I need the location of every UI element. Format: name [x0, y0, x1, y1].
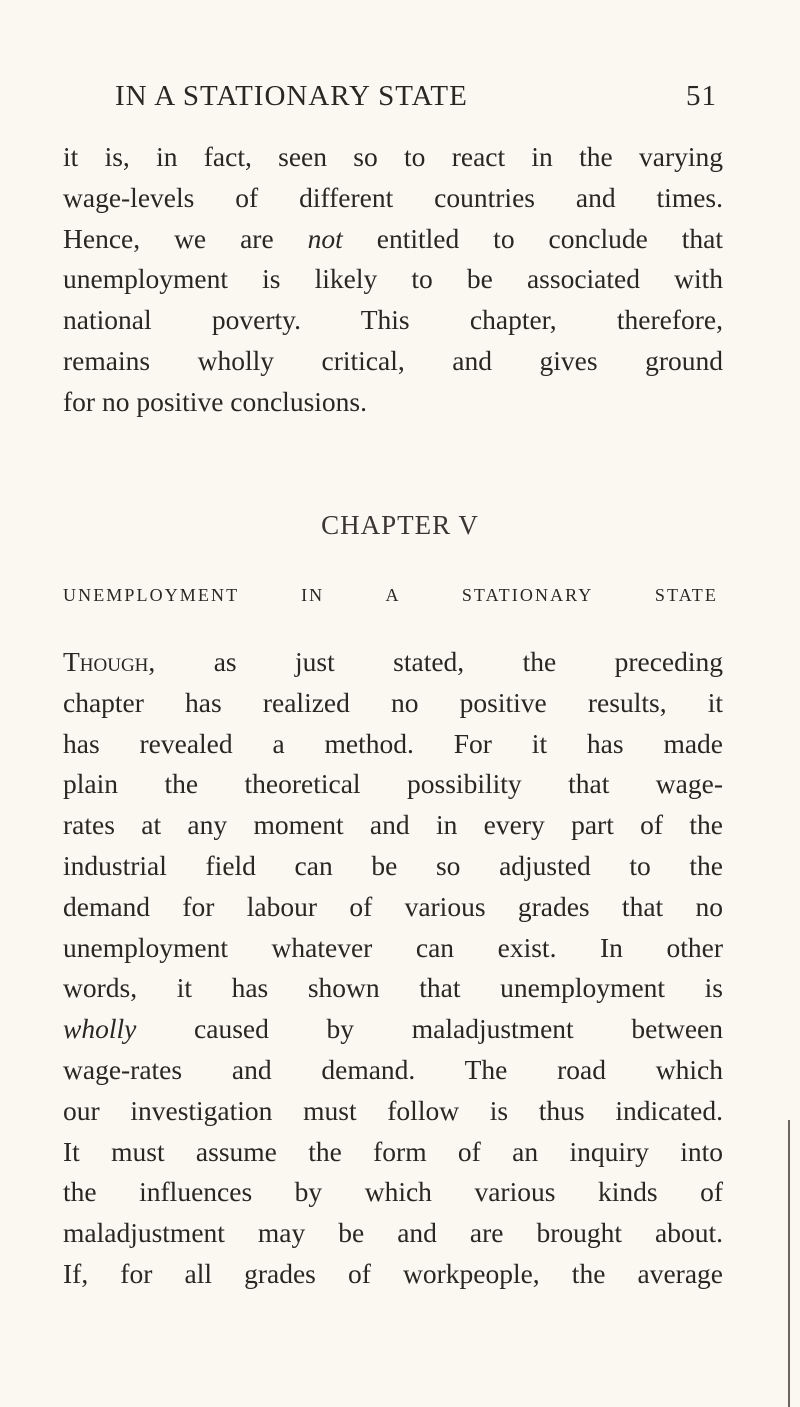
text-line: has revealed a method. For it has made: [63, 727, 723, 759]
text-line: wage-rates and demand. The road which: [63, 1053, 723, 1085]
text-line: wage-levels of different countries and times.: [63, 181, 723, 213]
text-line: it is, in fact, seen so to react in the varying: [63, 141, 723, 172]
text-line: maladjustment may be and are brought about.: [63, 1217, 723, 1249]
text-line: national poverty. This chapter, therefore,: [63, 304, 723, 336]
text-line: It must assume the form of an inquiry into: [63, 1135, 723, 1167]
emphasis-word: not: [307, 222, 343, 254]
running-head: [105, 80, 717, 120]
paragraph-opening: [63, 642, 723, 1295]
text-line: our investigation must follow is thus indicated.: [63, 1094, 723, 1126]
page-edge-shadow: [788, 1120, 790, 1407]
text-fragment: caused by maladjustment between: [136, 1013, 723, 1045]
text-line: If, for all grades of workpeople, the average: [63, 1257, 723, 1289]
chapter-heading: CHAPTER V: [321, 510, 479, 540]
text-fragment: entitled to conclude that: [342, 222, 723, 254]
text-line: chapter has realized no positive results, it: [63, 686, 723, 718]
emphasis-word: wholly: [63, 1013, 137, 1045]
text-fragment: as just stated, the preceding: [155, 646, 723, 677]
text-line: rates at any moment and in every part of the: [63, 809, 723, 841]
lead-word: Though,: [63, 646, 156, 677]
text-line: industrial field can be so adjusted to the: [63, 849, 723, 881]
paragraph-continued: [63, 137, 723, 423]
text-line: demand for labour of various grades that no: [63, 890, 723, 922]
text-line: for no positive conclusions.: [63, 385, 367, 417]
text-line: unemployment whatever can exist. In other: [63, 931, 723, 963]
text-line: [63, 219, 723, 260]
text-line: remains wholly critical, and gives ground: [63, 344, 723, 376]
text-line: [63, 1009, 723, 1050]
text-line: words, it has shown that unemployment is: [63, 972, 723, 1004]
running-title: IN A STATIONARY STATE: [115, 80, 468, 112]
text-line: [63, 642, 723, 683]
text-fragment: Hence, we are: [63, 222, 308, 254]
text-line: unemployment is likely to be associated with: [63, 263, 723, 295]
text-line: the influences by which various kinds of: [63, 1176, 723, 1208]
chapter-subtitle: UNEMPLOYMENT IN A STATIONARY STATE: [63, 585, 718, 605]
text-line: plain the theoretical possibility that wage-: [63, 768, 723, 800]
page-number: 51: [686, 80, 717, 112]
